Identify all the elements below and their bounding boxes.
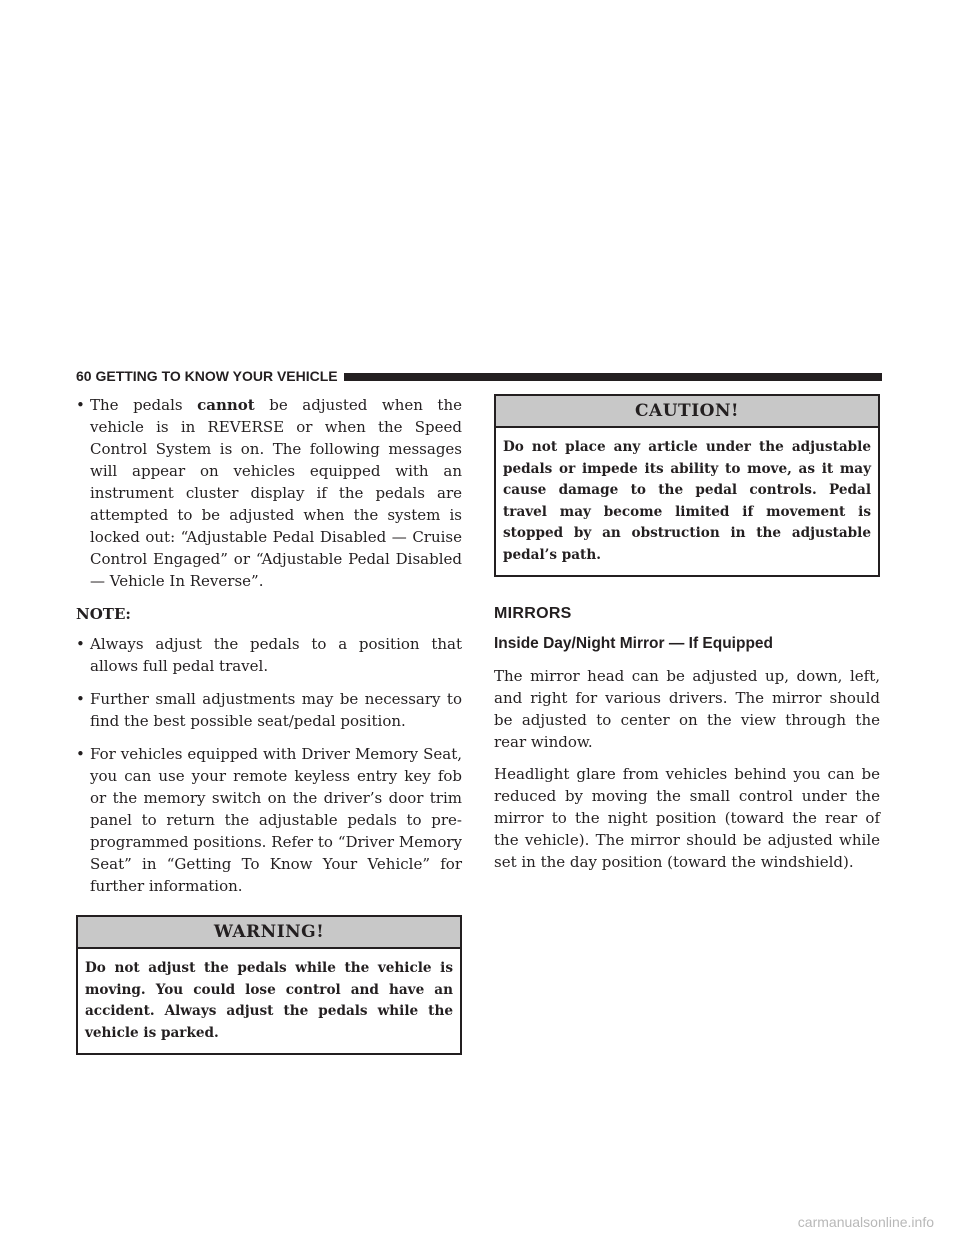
list-item [76,633,462,677]
paragraph: Headlight glare from vehicles behind you can be reduced by moving the small control under the mirror to the night position (toward the rear of the vehicle). The mirror should be adjusted while set in the day position (toward the windshield). [494,765,880,871]
caution-title: CAUTION! [496,396,878,428]
bullet-text: For vehicles equipped with Driver Memory Seat, you can use your remote keyless entry key fob or the memory switch on the driver’s door trim panel to return the adjustable pedals to pre-programmed positions. Refer to “Driver Memory Seat” in “Getting To Know Your Vehicle” for further information. [90,745,462,895]
list-item [76,394,462,592]
subsection-title: Inside Day/Night Mirror — If Equipped [494,635,774,652]
warning-title: WARNING! [78,917,460,949]
watermark-text: carmanualsonline.info [797,1214,934,1230]
section-title: MIRRORS [494,605,572,622]
list-item [76,743,462,897]
bullet-text-bold: cannot [197,396,255,414]
bullet-text-pre: The pedals [90,396,198,414]
caution-box [494,394,880,577]
page-header [76,367,882,387]
bullet-dot: • [76,396,85,414]
bullet-text: Further small adjustments may be necessary to find the best possible seat/pedal position. [90,690,462,730]
bullet-text [90,394,462,592]
bullet-dot: • [76,745,85,763]
bullet-dot: • [76,635,85,653]
warning-body: Do not adjust the pedals while the vehicle is moving. You could lose control and have an accident. Always adjust the pedals while the vehicle is parked. [85,960,453,1041]
left-column [76,394,462,1055]
page-number-label: 60 GETTING TO KNOW YOUR VEHICLE [76,368,344,384]
note-label: NOTE: [76,605,131,623]
bullet-text-post: be adjusted when the vehicle is in REVERSE or when the Speed Control System is on. The following messages will appear on vehicles equipped with an instrument cluster display if the pedals are attempted to be adjusted when the system is locked out: “Adjustable Pedal Disabled — Cruise Control Engaged” or “Adjustable Pedal Disabled — Vehicle In Reverse”. [90,396,462,590]
right-column [494,394,880,883]
bullet-dot: • [76,690,85,708]
list-item [76,688,462,732]
warning-box [76,915,462,1055]
paragraph: The mirror head can be adjusted up, down, left, and right for various drivers. The mirror should be adjusted to center on the view through the rear window. [494,667,880,751]
caution-body: Do not place any article under the adjustable pedals or impede its ability to move, as it may cause damage to the pedal controls. Pedal travel may become limited if movement is stopped by an obstruction in the adjustable pedal’s path. [503,439,871,563]
bullet-text: Always adjust the pedals to a position that allows full pedal travel. [90,635,462,675]
